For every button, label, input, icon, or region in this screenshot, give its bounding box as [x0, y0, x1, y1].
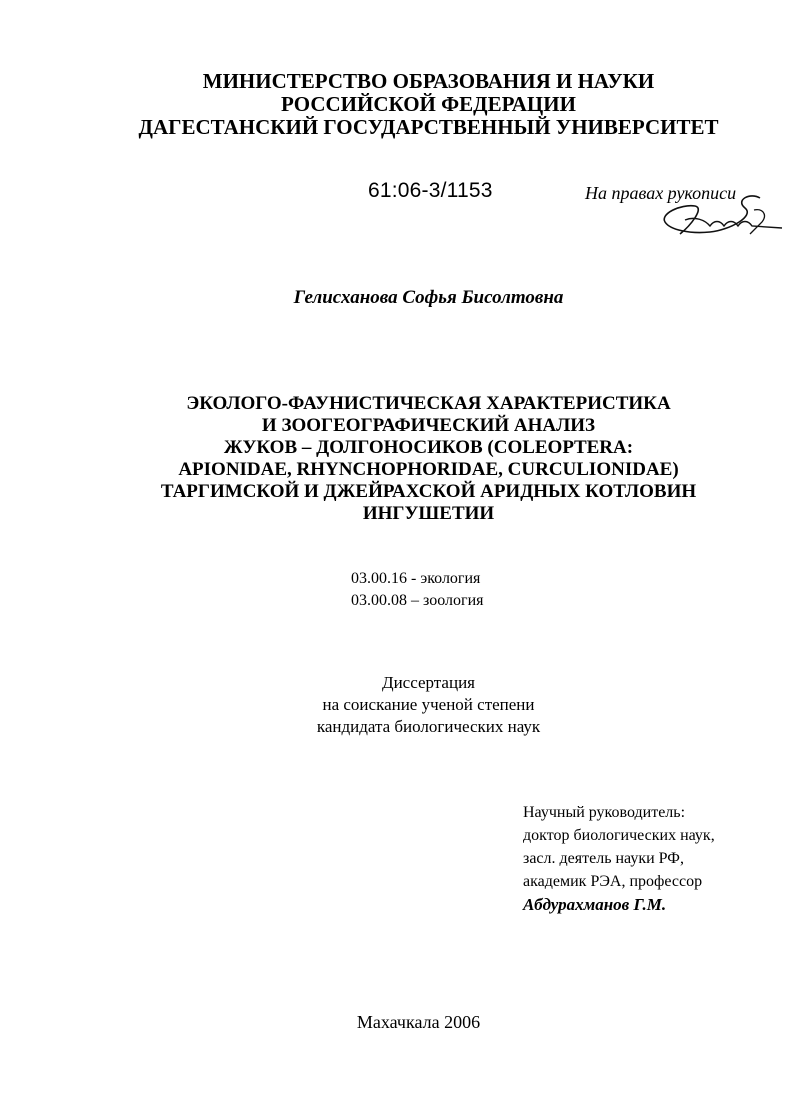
catalog-code: 61:06-3/1153 [368, 179, 493, 202]
author-name: Гелисханова Софья Бисолтовна [293, 287, 564, 308]
specialty-line: 03.00.08 – зоология [351, 592, 484, 609]
supervisor-line: засл. деятель науки РФ, [523, 850, 684, 867]
supervisor-line: академик РЭА, профессор [523, 873, 703, 890]
title-line: ИНГУШЕТИИ [362, 503, 495, 524]
supervisor-line: доктор биологических наук, [523, 827, 715, 844]
specialty-line: 03.00.16 - экология [351, 570, 481, 587]
thesis-line: Диссертация [381, 673, 475, 692]
ministry-header [30, 70, 797, 139]
supervisor-block [523, 801, 715, 916]
title-line: ЖУКОВ – ДОЛГОНОСИКОВ (COLEOPTERA: [223, 437, 634, 458]
specialty-codes [351, 568, 483, 612]
rights-note: На правах рукописи [585, 183, 737, 203]
title-line: ТАРГИМСКОЙ И ДЖЕЙРАХСКОЙ АРИДНЫХ КОТЛОВИН [160, 481, 697, 502]
thesis-type [30, 672, 797, 738]
supervisor-name: Абдурахманов Г.М. [523, 895, 667, 914]
supervisor-line: Научный руководитель: [523, 804, 686, 821]
title-line: APIONIDAE, RHYNCHOPHORIDAE, CURCULIONIDAE) [178, 459, 679, 480]
ministry-line: МИНИСТЕРСТВО ОБРАЗОВАНИЯ И НАУКИ [202, 69, 655, 93]
title-line: ЭКОЛОГО-ФАУНИСТИЧЕСКАЯ ХАРАКТЕРИСТИКА [186, 393, 671, 414]
ministry-line: ДАГЕСТАНСКИЙ ГОСУДАРСТВЕННЫЙ УНИВЕРСИТЕТ [138, 115, 719, 139]
thesis-line: на соискание ученой степени [322, 695, 535, 714]
thesis-line: кандидата биологических наук [316, 717, 541, 736]
dissertation-title [30, 393, 797, 525]
city-year: Махачкала 2006 [356, 1012, 481, 1032]
signature-icon [650, 190, 785, 245]
ministry-line: РОССИЙСКОЙ ФЕДЕРАЦИИ [281, 92, 576, 116]
title-line: И ЗООГЕОГРАФИЧЕСКИЙ АНАЛИЗ [261, 415, 596, 436]
